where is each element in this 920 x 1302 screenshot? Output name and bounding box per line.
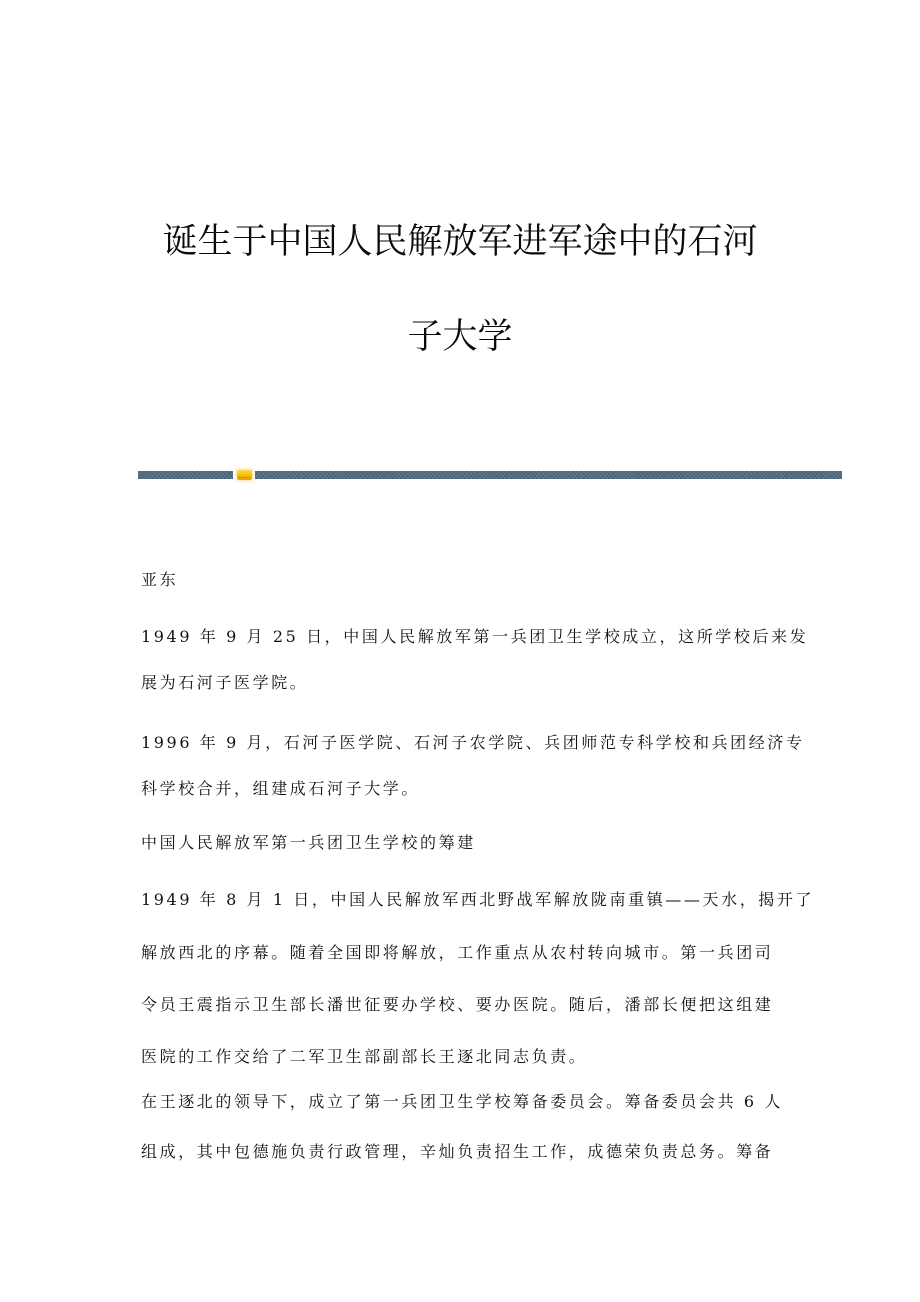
section-heading: 中国人民解放军第一兵团卫生学校的筹建 (141, 833, 476, 852)
paragraph-1-line-1: 1949 年 9 月 25 日，中国人民解放军第一兵团卫生学校成立，这所学校后来发 (141, 627, 809, 646)
divider-bar-right (255, 471, 842, 479)
paragraph-1-line-2: 展为石河子医学院。 (141, 673, 309, 692)
paragraph-4-line-2: 解放西北的序幕。随着全国即将解放，工作重点从农村转向城市。第一兵团司 (141, 943, 774, 962)
paragraph-4-line-3: 令员王震指示卫生部长潘世征要办学校、要办医院。随后，潘部长便把这组建 (141, 995, 774, 1014)
paragraph-5-line-2: 组成，其中包德施负责行政管理，辛灿负责招生工作，成德荣负责总务。筹备 (141, 1142, 774, 1161)
paragraph-4-line-1: 1949 年 8 月 1 日，中国人民解放军西北野战军解放陇南重镇——天水，揭开了 (141, 890, 815, 909)
divider-ornament-icon (237, 470, 252, 480)
document-title-line-2: 子大学 (407, 317, 513, 357)
divider-bar-left (138, 471, 233, 479)
paragraph-5-line-1: 在王逐北的领导下，成立了第一兵团卫生学校筹备委员会。筹备委员会共 6 人 (141, 1092, 783, 1111)
paragraph-4-line-4: 医院的工作交给了二军卫生部副部长王逐北同志负责。 (141, 1047, 588, 1066)
author-name: 亚东 (141, 570, 179, 589)
title-divider (138, 471, 842, 480)
paragraph-2-line-1: 1996 年 9 月，石河子医学院、石河子农学院、兵团师范专科学校和兵团经济专 (141, 733, 805, 752)
paragraph-2-line-2: 科学校合并，组建成石河子大学。 (141, 779, 421, 798)
document-title-line-1: 诞生于中国人民解放军进军途中的石河 (162, 222, 758, 262)
